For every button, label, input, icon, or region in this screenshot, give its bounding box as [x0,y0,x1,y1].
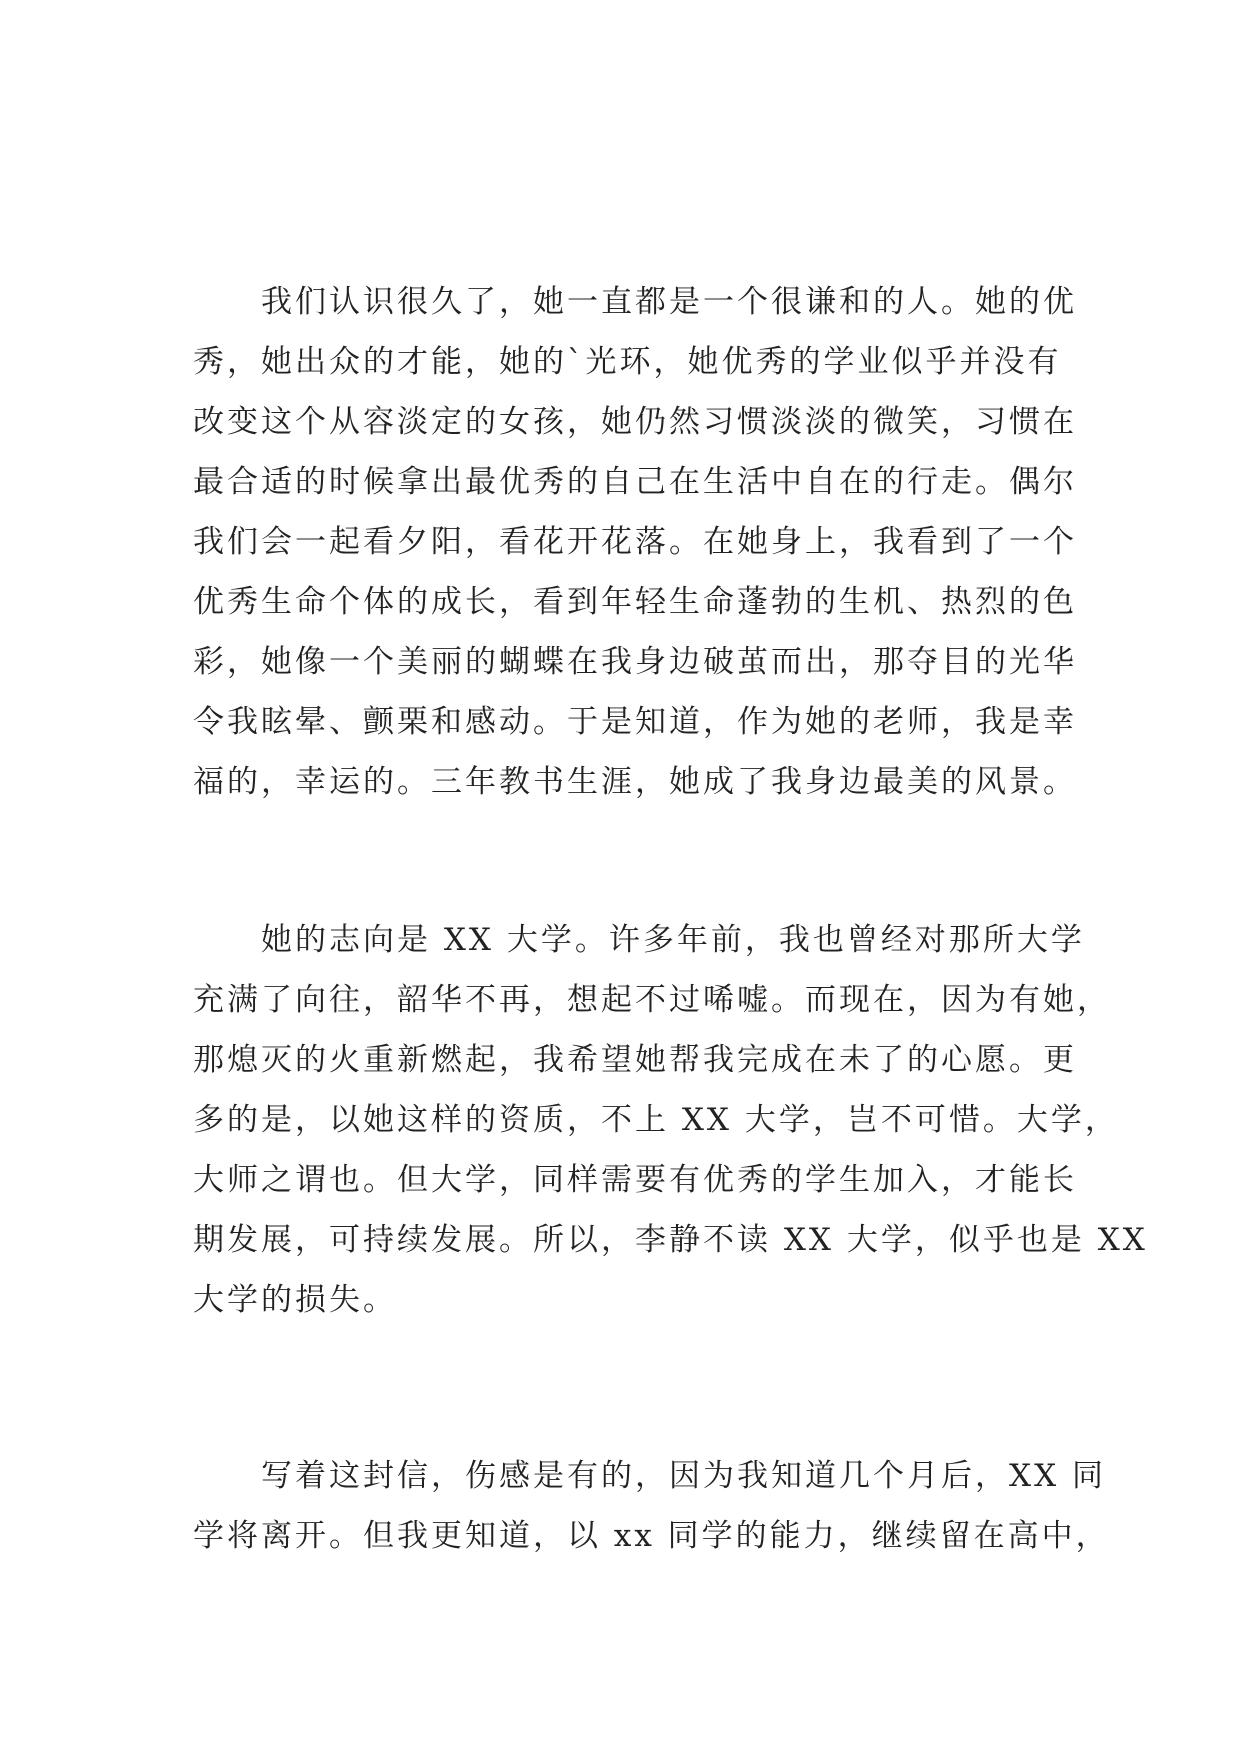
paragraph-line: 充满了向往，韶华不再，想起不过唏嘘。而现在，因为有她， [193,982,1111,1018]
paragraph-line: 那熄灭的火重新燃起，我希望她帮我完成在未了的心愿。更 [193,1042,1077,1078]
paragraph-line: 优秀生命个体的成长，看到年轻生命蓬勃的生机、热烈的色 [193,584,1077,620]
paragraph-line: 令我眩晕、颤栗和感动。于是知道，作为她的老师，我是幸 [193,704,1077,740]
paragraph-line: 大师之谓也。但大学，同样需要有优秀的学生加入，才能长 [193,1162,1077,1198]
paragraph-line: 福的，幸运的。三年教书生涯，她成了我身边最美的风景。 [193,764,1077,800]
paragraph-line: 多的是，以她这样的资质，不上 XX 大学，岂不可惜。大学， [193,1102,1119,1138]
paragraph-line: 大学的损失。 [193,1282,397,1318]
paragraph-2 [193,910,1148,1330]
paragraph-line: 我们会一起看夕阳，看花开花落。在她身上，我看到了一个 [193,524,1077,560]
paragraph-line: 她的志向是 XX 大学。许多年前，我也曾经对那所大学 [193,922,1085,958]
paragraph-line: 最合适的时候拿出最优秀的自己在生活中自在的行走。偶尔 [193,464,1077,500]
paragraph-line: 彩，她像一个美丽的蝴蝶在我身边破茧而出，那夺目的光华 [193,644,1077,680]
paragraph-line: 我们认识很久了，她一直都是一个很谦和的人。她的优 [193,284,1077,320]
paragraph-1 [193,272,1077,812]
paragraph-3 [193,1446,1110,1566]
paragraph-line: 学将离开。但我更知道，以 xx 同学的能力，继续留在高中， [193,1518,1110,1554]
paragraph-line: 写着这封信，伤感是有的，因为我知道几个月后，XX 同 [193,1458,1106,1494]
paragraph-line: 期发展，可持续发展。所以，李静不读 XX 大学，似乎也是 XX [193,1222,1148,1258]
paragraph-line: 秀，她出众的才能，她的`光环，她优秀的学业似乎并没有 [193,344,1062,380]
paragraph-line: 改变这个从容淡定的女孩，她仍然习惯淡淡的微笑，习惯在 [193,404,1077,440]
